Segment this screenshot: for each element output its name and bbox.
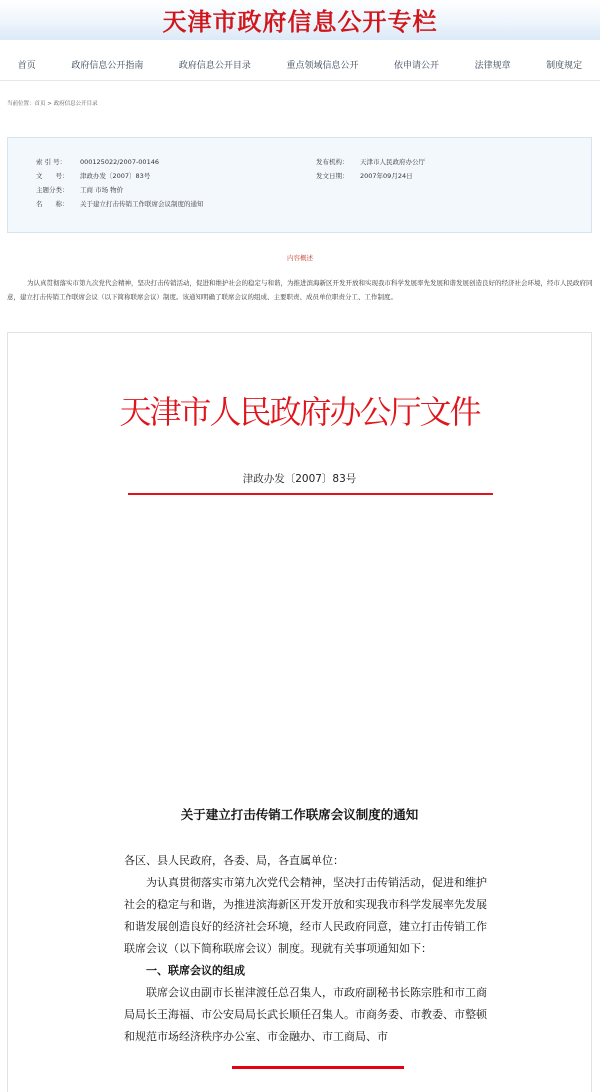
meta-index-label: 索 引 号： bbox=[36, 158, 67, 166]
breadcrumb: 当前位置：首页 > 政府信息公开目录 bbox=[7, 101, 98, 107]
notice-title: 关于建立打击传销工作联席会议制度的通知 bbox=[180, 807, 419, 822]
nav-divider bbox=[0, 80, 600, 81]
header-divider bbox=[128, 493, 493, 495]
document-image bbox=[7, 332, 592, 1092]
meta-name-value: 关于建立打击传销工作联席会议制度的通知 bbox=[80, 200, 204, 208]
meta-name bbox=[36, 199, 204, 208]
notice-heading-1: 一、联席会议的组成 bbox=[146, 964, 245, 977]
nav-item-guide[interactable]: 政府信息公开指南 bbox=[71, 60, 144, 71]
metadata-panel bbox=[7, 137, 592, 233]
nav-item-catalog[interactable]: 政府信息公开目录 bbox=[178, 60, 251, 71]
meta-index bbox=[36, 157, 159, 166]
document-number: 津政办发〔2007〕83号 bbox=[242, 473, 357, 485]
meta-index-value: 000125022/2007-00146 bbox=[80, 158, 159, 166]
meta-docno bbox=[36, 171, 150, 180]
meta-category bbox=[36, 185, 123, 194]
meta-docno-label: 文 号： bbox=[36, 172, 69, 180]
document-header: 天津市人民政府办公厅文件 bbox=[119, 393, 480, 431]
site-title: 天津市政府信息公开专栏 bbox=[162, 8, 438, 36]
nav-item-rules[interactable]: 制度规定 bbox=[546, 60, 583, 71]
meta-issuer bbox=[316, 157, 425, 166]
main-nav bbox=[0, 54, 600, 74]
meta-issuer-label: 发布机构： bbox=[316, 158, 349, 166]
highlight-underline bbox=[232, 1066, 404, 1069]
notice-salutation: 各区、县人民政府，各委、局，各直属单位： bbox=[124, 854, 344, 867]
site-banner bbox=[0, 0, 600, 40]
summary-title: 内容概述 bbox=[287, 254, 313, 262]
meta-name-label: 名 称： bbox=[36, 200, 69, 208]
meta-date bbox=[316, 171, 413, 180]
nav-item-request[interactable]: 依申请公开 bbox=[394, 60, 440, 71]
meta-docno-value: 津政办发〔2007〕83号 bbox=[80, 172, 151, 180]
meta-category-label: 主题分类： bbox=[36, 186, 69, 194]
nav-item-laws[interactable]: 法律规章 bbox=[474, 60, 511, 71]
nav-item-key-areas[interactable]: 重点领域信息公开 bbox=[286, 60, 359, 71]
meta-date-label: 发文日期： bbox=[316, 172, 349, 180]
summary-text: 为认真贯彻落实市第九次党代会精神，坚决打击传销活动，促进和维护社会的稳定与和谐，为推进滨海新区开发开放和实现我市科学发展率先发展和谐发展创造良好的经济社会环境，经市人民政府同意，建立打击传销工作联席会议（以下简称联席会议）制度。该通知明确了联席会议的组成、主要职责、成员单位职责分工、工作制度。 bbox=[7, 279, 593, 301]
nav-item-home[interactable]: 首页 bbox=[17, 60, 36, 71]
meta-issuer-value: 天津市人民政府办公厅 bbox=[360, 158, 425, 166]
notice-paragraph-2: 联席会议由副市长崔津渡任总召集人，市政府副秘书长陈宗胜和市工商局局长王海福、市公安局局长武长顺任召集人。市商务委、市教委、市整顿和规范市场经济秩序办公室、市金融办、市工商局、市 bbox=[124, 986, 487, 1043]
notice-body bbox=[124, 850, 492, 1048]
notice-paragraph-1: 为认真贯彻落实市第九次党代会精神，坚决打击传销活动，促进和维护社会的稳定与和谐，为推进滨海新区开发开放和实现我市科学发展率先发展和谐发展创造良好的经济社会环境，经市人民政府同意，建立打击传销工作联席会议（以下简称联席会议）制度。现就有关事项通知如下： bbox=[124, 876, 487, 955]
meta-date-value: 2007年09月24日 bbox=[360, 172, 413, 180]
meta-category-value: 工商 市场 物价 bbox=[80, 186, 124, 194]
